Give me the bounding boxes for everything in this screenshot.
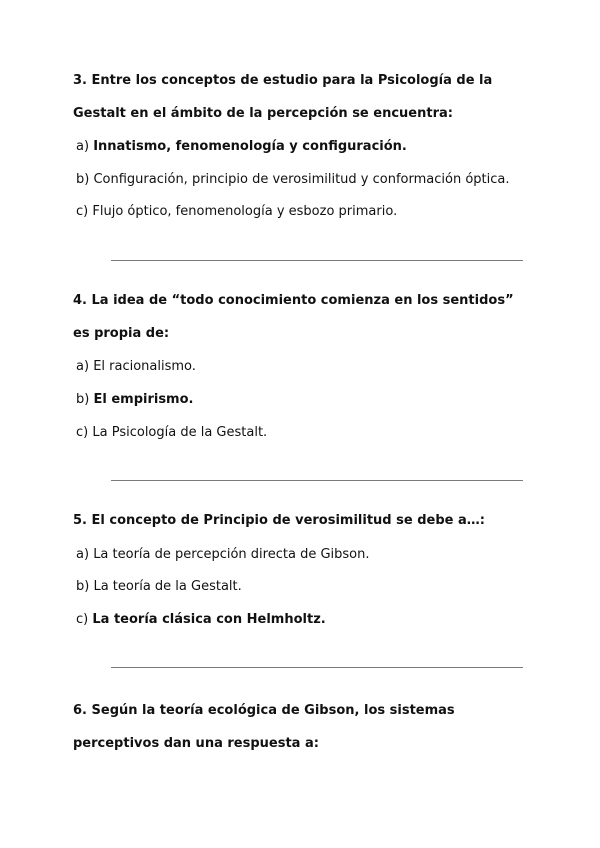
option-letter: b) (76, 579, 90, 594)
option-letter: c) (76, 612, 89, 627)
option-text-correct: Innatismo, fenomenología y configuración. (93, 139, 407, 154)
option-text: Flujo óptico, fenomenología y esbozo primario. (92, 204, 398, 219)
option-text: La teoría de percepción directa de Gibson. (93, 547, 370, 562)
option-letter: a) (76, 359, 90, 374)
question-3-option-c (76, 203, 526, 221)
option-text: Configuración, principio de verosimilitud y conformación óptica. (93, 172, 510, 187)
question-5-option-c (76, 611, 526, 629)
question-5-title: 5. El concepto de Principio de verosimilitud se debe a…: (73, 513, 485, 528)
separator-line (111, 260, 523, 261)
question-3-option-b (76, 171, 526, 189)
option-letter: a) (76, 547, 90, 562)
question-6-title: 6. Según la teoría ecológica de Gibson, los sistemas perceptivos dan una respuesta a: (73, 703, 455, 751)
question-4-option-b (76, 391, 526, 409)
question-4-title: 4. La idea de “todo conocimiento comienza en los sentidos” es propia de: (73, 293, 514, 341)
option-letter: b) (76, 392, 90, 407)
separator-line (111, 667, 523, 668)
option-letter: a) (76, 139, 90, 154)
question-5-option-b (76, 578, 526, 596)
option-text: La teoría de la Gestalt. (93, 579, 242, 594)
question-4-option-c (76, 424, 526, 442)
separator-line (111, 480, 523, 481)
question-3-option-a (76, 138, 526, 156)
question-3-title: 3. Entre los conceptos de estudio para la Psicología de la Gestalt en el ámbito de la percepción se encuentra: (73, 73, 493, 121)
question-4-option-a (76, 358, 526, 376)
option-letter: c) (76, 425, 89, 440)
option-text: El racionalismo. (93, 359, 196, 374)
option-text-correct: El empirismo. (93, 392, 194, 407)
option-text-correct: La teoría clásica con Helmholtz. (92, 612, 326, 627)
option-text: La Psicología de la Gestalt. (92, 425, 268, 440)
option-letter: b) (76, 172, 90, 187)
option-letter: c) (76, 204, 89, 219)
question-5-option-a (76, 546, 526, 564)
